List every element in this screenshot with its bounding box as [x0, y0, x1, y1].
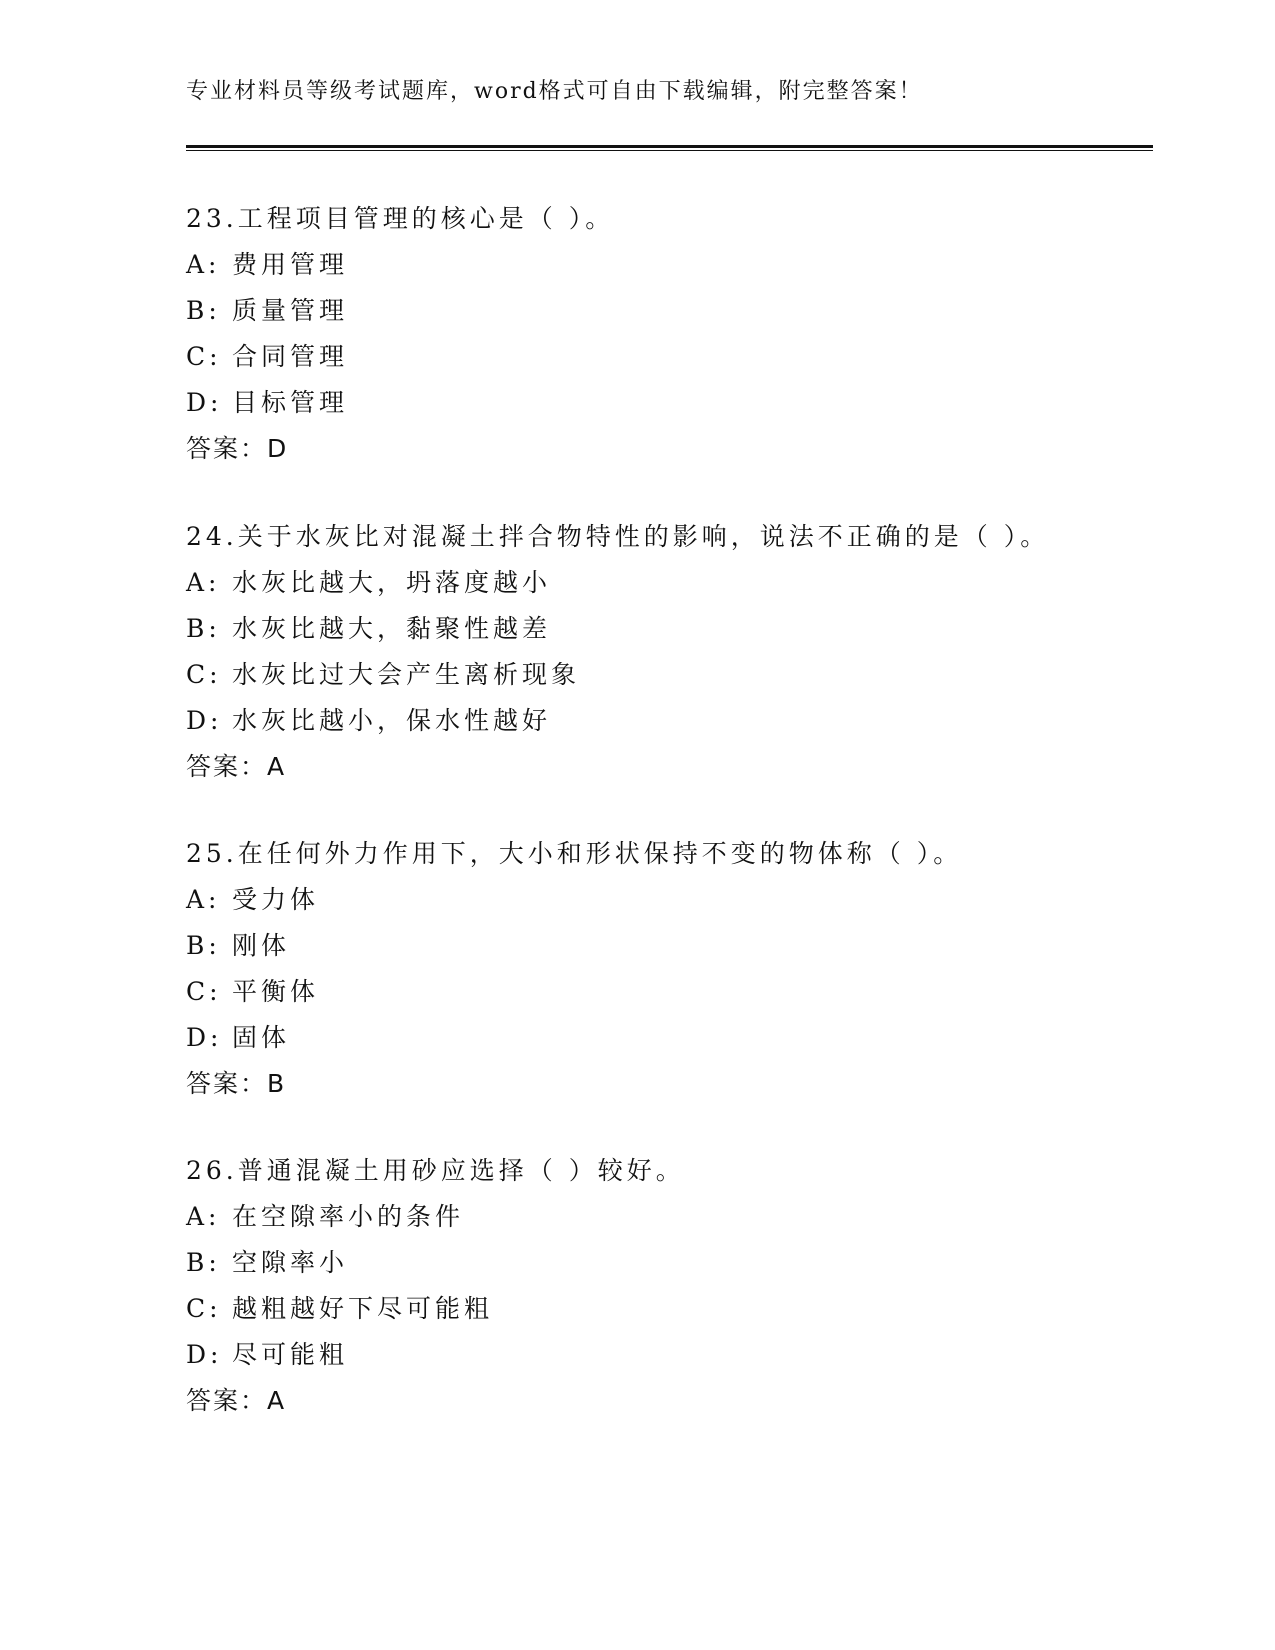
option-text: 水灰比过大会产生离析现象: [232, 660, 581, 689]
option-letter: A:: [186, 250, 221, 279]
answer-line: 答案：A: [186, 752, 287, 781]
option-text: 水灰比越大，坍落度越小: [232, 568, 552, 597]
question-block: [186, 196, 1146, 472]
option-letter: A:: [186, 1202, 221, 1231]
option-b: [186, 1240, 1146, 1286]
option-text: 在空隙率小的条件: [232, 1202, 465, 1231]
option-a: [186, 877, 1146, 923]
question-stem: 24.关于水灰比对混凝土拌合物特性的影响，说法不正确的是（ ）。: [186, 522, 1050, 551]
answer-line: 答案：D: [186, 434, 289, 463]
option-d: [186, 1332, 1146, 1378]
option-c: [186, 652, 1146, 698]
option-letter: C:: [186, 342, 222, 371]
option-c: [186, 1286, 1146, 1332]
option-text: 平衡体: [232, 977, 320, 1006]
option-text: 固体: [232, 1023, 291, 1052]
option-a: [186, 242, 1146, 288]
option-text: 水灰比越大，黏聚性越差: [232, 614, 552, 643]
option-text: 受力体: [232, 885, 320, 914]
option-text: 越粗越好下尽可能粗: [232, 1294, 494, 1323]
option-text: 刚体: [232, 931, 291, 960]
option-c: [186, 334, 1146, 380]
option-text: 合同管理: [232, 342, 349, 371]
option-text: 费用管理: [232, 250, 349, 279]
option-c: [186, 969, 1146, 1015]
option-b: [186, 923, 1146, 969]
option-d: [186, 698, 1146, 744]
question-stem: 26.普通混凝土用砂应选择（ ）较好。: [186, 1156, 685, 1185]
option-text: 尽可能粗: [232, 1340, 349, 1369]
header-divider-thick: [186, 145, 1153, 148]
option-letter: C:: [186, 977, 222, 1006]
option-text: 质量管理: [232, 296, 349, 325]
question-block: [186, 831, 1146, 1107]
option-letter: D:: [186, 706, 223, 735]
question-stem: 23.工程项目管理的核心是（ ）。: [186, 204, 615, 233]
option-letter: C:: [186, 660, 222, 689]
question-block: [186, 1148, 1146, 1424]
question-stem: 25.在任何外力作用下，大小和形状保持不变的物体称（ ）。: [186, 839, 963, 868]
option-letter: B:: [186, 1248, 221, 1277]
option-text: 空隙率小: [232, 1248, 349, 1277]
option-text: 目标管理: [232, 388, 349, 417]
question-block: [186, 514, 1146, 790]
option-b: [186, 288, 1146, 334]
option-d: [186, 1015, 1146, 1061]
header-divider-thin: [186, 150, 1153, 151]
option-a: [186, 560, 1146, 606]
option-text: 水灰比越小，保水性越好: [232, 706, 552, 735]
option-letter: A:: [186, 568, 221, 597]
page-header: 专业材料员等级考试题库，word格式可自由下载编辑，附完整答案！: [186, 79, 923, 104]
option-letter: A:: [186, 885, 221, 914]
option-a: [186, 1194, 1146, 1240]
option-letter: B:: [186, 296, 221, 325]
option-letter: D:: [186, 388, 223, 417]
answer-line: 答案：B: [186, 1069, 287, 1098]
option-b: [186, 606, 1146, 652]
option-d: [186, 380, 1146, 426]
option-letter: C:: [186, 1294, 222, 1323]
option-letter: B:: [186, 931, 221, 960]
option-letter: D:: [186, 1340, 223, 1369]
option-letter: D:: [186, 1023, 223, 1052]
answer-line: 答案：A: [186, 1386, 287, 1415]
option-letter: B:: [186, 614, 221, 643]
